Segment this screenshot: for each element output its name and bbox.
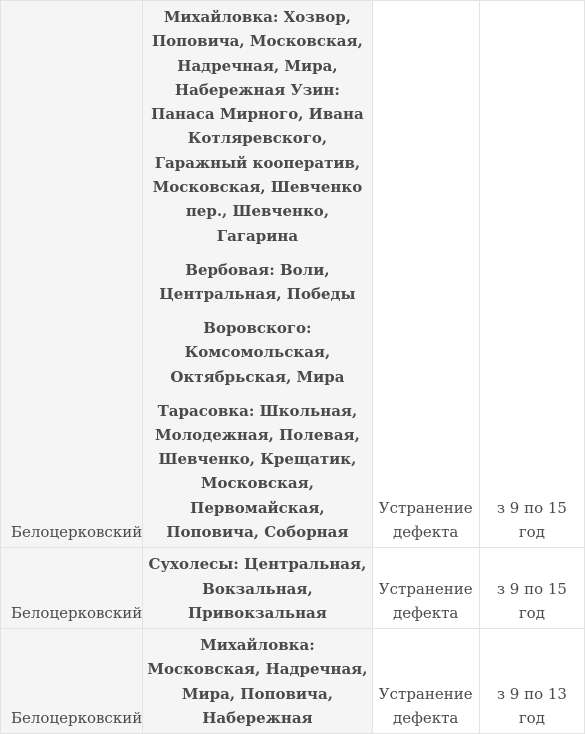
streets-cell — [143, 548, 372, 629]
time-cell: з 9 по 15 год — [479, 1, 584, 548]
streets-paragraph: Воровского: Комсомольская, Октябрьская, Мира — [170, 318, 345, 386]
table-row — [1, 1, 585, 548]
streets-paragraph: Михайловка: Московская, Надречная, Мира, Поповича, Набережная — [147, 636, 368, 728]
district-cell: Белоцерковский — [1, 548, 143, 629]
table-row — [1, 548, 585, 629]
table-row — [1, 629, 585, 734]
streets-paragraph: Михайловка: Хозвор, Поповича, Московская, Надречная, Мира, Набережная Узин: Панаса Мирного, Ивана Котляревского, Гаражный кооператив, Московская, Шевченко пер., Шевченко, Гагарина — [151, 8, 364, 245]
reason-cell: Устранение дефекта — [372, 629, 479, 734]
time-cell: з 9 по 13 год — [479, 629, 584, 734]
streets-cell — [143, 1, 372, 548]
district-cell: Белоцерковский — [1, 629, 143, 734]
streets-paragraph: Вербовая: Воли, Центральная, Победы — [159, 260, 356, 303]
streets-paragraph: Тарасовка: Школьная, Молодежная, Полевая, Шевченко, Крещатик, Московская, Первомайская, Поповича, Соборная — [155, 401, 360, 541]
reason-cell: Устранение дефекта — [372, 1, 479, 548]
streets-cell — [143, 629, 372, 734]
district-cell: Белоцерковский — [1, 1, 143, 548]
reason-cell: Устранение дефекта — [372, 548, 479, 629]
time-cell: з 9 по 15 год — [479, 548, 584, 629]
streets-paragraph: Сухолесы: Центральная, Вокзальная, Привокзальная — [148, 555, 367, 622]
